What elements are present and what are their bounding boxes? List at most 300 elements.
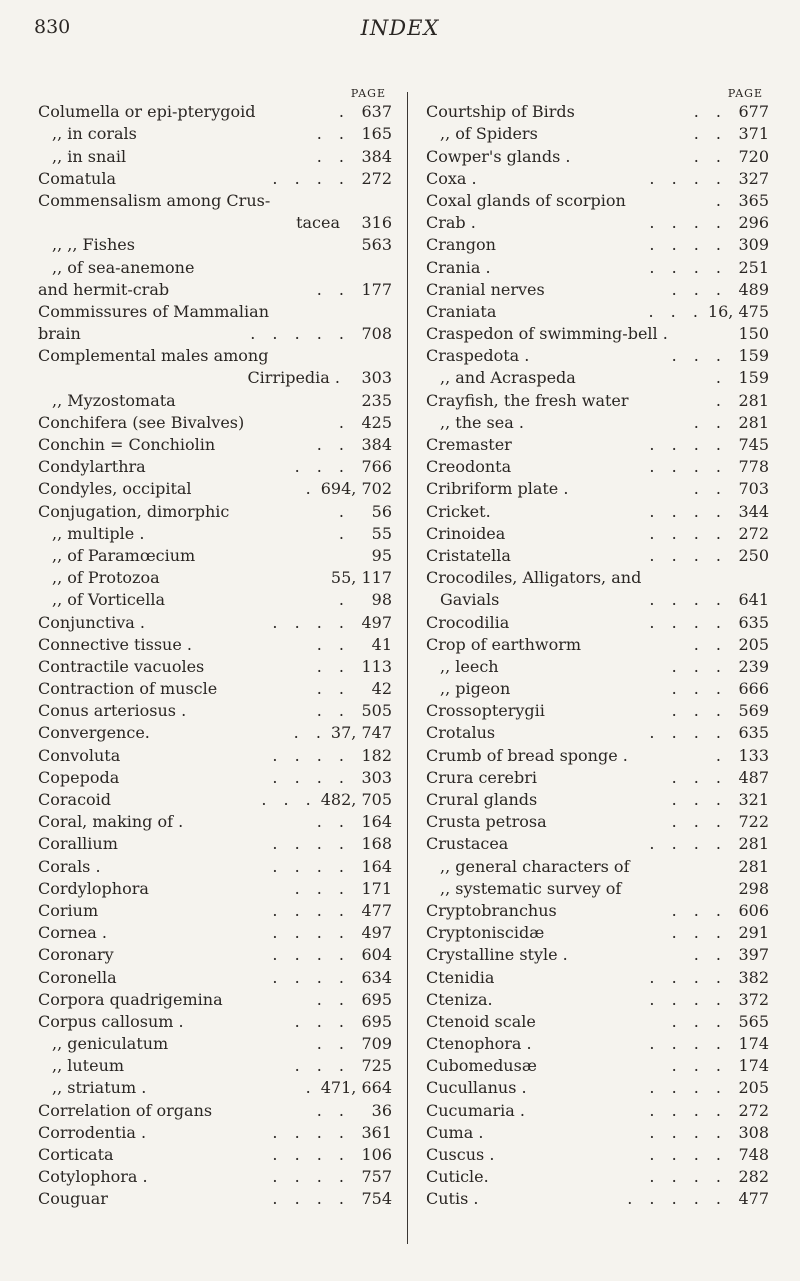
- index-term: Cornea .: [38, 923, 108, 943]
- index-entry: [38, 788, 392, 810]
- index-entry: [426, 233, 769, 255]
- index-page-ref: 720: [738, 146, 769, 166]
- index-page-ref: 298: [738, 878, 769, 898]
- index-page-ref: 471, 664: [320, 1078, 392, 1098]
- index-entry: [426, 189, 769, 211]
- index-term: and hermit-crab: [38, 279, 170, 299]
- leader-dots: . . . .: [272, 745, 350, 765]
- index-entry: [426, 1098, 769, 1120]
- leader-dots: . . .: [671, 656, 727, 676]
- index-entry: [38, 921, 392, 943]
- index-term: Creodonta: [426, 457, 512, 477]
- index-entry: [426, 788, 769, 810]
- leader-dots: . . .: [648, 301, 704, 321]
- index-term: Cteniza.: [426, 989, 493, 1009]
- index-page-ref: 250: [738, 545, 769, 565]
- index-page-ref: 296: [738, 213, 769, 233]
- leader-dots: . . .: [294, 457, 350, 477]
- index-term: Cribriform plate .: [426, 479, 569, 499]
- leader-dots: . . . .: [272, 767, 350, 787]
- leader-dots: .: [338, 523, 350, 543]
- leader-dots: . . .: [294, 878, 350, 898]
- index-entry: [38, 388, 392, 410]
- leader-dots: .: [338, 412, 350, 432]
- index-page-ref: 133: [738, 745, 769, 765]
- index-term: Craspedon of swimming-bell .: [426, 324, 668, 344]
- index-entry: [38, 854, 392, 876]
- leader-dots: . . . .: [272, 1145, 350, 1164]
- index-entry: [38, 1032, 392, 1054]
- leader-dots: . . . .: [649, 1122, 727, 1142]
- index-entry: [426, 366, 769, 388]
- index-term: Coxa .: [426, 168, 477, 188]
- index-entry: [38, 122, 392, 144]
- index-entry: [426, 477, 769, 499]
- index-entry: [426, 278, 769, 300]
- leader-dots: .: [715, 190, 727, 210]
- index-term: brain: [38, 324, 81, 344]
- index-page-ref: 565: [738, 1011, 769, 1031]
- index-page-ref: 748: [738, 1145, 769, 1164]
- leader-dots: . .: [293, 723, 327, 743]
- leader-dots: . . . .: [649, 523, 727, 543]
- leader-dots: . .: [316, 701, 350, 721]
- leader-dots: . . . .: [649, 1078, 727, 1098]
- index-page-ref: 425: [361, 412, 392, 432]
- index-term: Cucumaria .: [426, 1100, 525, 1120]
- index-term: Crangon: [426, 235, 496, 255]
- leader-dots: . .: [693, 124, 727, 144]
- index-page-ref: 37, 747: [330, 723, 392, 743]
- index-term: Coral, making of .: [38, 812, 184, 832]
- index-page-ref: 695: [361, 1011, 392, 1031]
- leader-dots: . . . .: [649, 590, 727, 610]
- index-page-ref: 384: [361, 435, 392, 454]
- index-term: Copepoda: [38, 767, 120, 787]
- index-term: Coronella: [38, 967, 117, 987]
- index-page-ref: 174: [738, 1056, 769, 1076]
- index-term: ,, of Spiders: [440, 124, 538, 144]
- index-term: Craspedota .: [426, 346, 530, 366]
- leader-dots: . . . .: [649, 1167, 727, 1187]
- index-page-ref: 164: [361, 856, 392, 876]
- leader-dots: . . . .: [649, 213, 727, 233]
- leader-dots: . .: [316, 1100, 350, 1120]
- index-page-ref: 55, 117: [330, 568, 392, 588]
- index-term: Crop of earthworm: [426, 634, 582, 654]
- index-page-ref: 272: [738, 1100, 769, 1120]
- leader-dots: . . . .: [272, 900, 350, 920]
- index-page-ref: 397: [738, 945, 769, 965]
- index-entry: [38, 1187, 392, 1209]
- leader-dots: . . .: [671, 767, 727, 787]
- leader-dots: . .: [693, 102, 727, 122]
- leader-dots: . . . .: [272, 1167, 350, 1187]
- leader-dots: . . . . .: [250, 324, 350, 344]
- index-page-ref: 165: [361, 124, 392, 144]
- index-term: Crab .: [426, 213, 476, 233]
- column-divider: [407, 92, 408, 1244]
- leader-dots: . . .: [671, 900, 727, 920]
- index-entry: [38, 633, 392, 655]
- leader-dots: . .: [693, 479, 727, 499]
- index-term: Crumb of bread sponge .: [426, 745, 628, 765]
- index-entry: [38, 433, 392, 455]
- index-term: Cordylophora: [38, 878, 149, 898]
- index-page-ref: 372: [738, 989, 769, 1009]
- index-term: Crania .: [426, 257, 491, 277]
- leader-dots: . . . .: [649, 235, 727, 255]
- leader-dots: .: [338, 501, 350, 521]
- index-entry: [38, 189, 392, 211]
- index-term: Crura cerebri: [426, 767, 538, 787]
- index-page-ref: 327: [738, 168, 769, 188]
- index-entry: [38, 610, 392, 632]
- index-term: Condyles, occipital: [38, 479, 192, 499]
- index-page-ref: 365: [738, 190, 769, 210]
- index-entry: [38, 366, 392, 388]
- index-term: Cotylophora .: [38, 1167, 148, 1187]
- index-page-ref: 778: [738, 457, 769, 477]
- leader-dots: .: [305, 1078, 317, 1098]
- index-entry: [38, 233, 392, 255]
- leader-dots: . . .: [671, 701, 727, 721]
- index-term: Convoluta: [38, 745, 121, 765]
- leader-dots: . . . .: [272, 923, 350, 943]
- index-term: Coronary: [38, 945, 114, 965]
- index-entry: [38, 1165, 392, 1187]
- index-page-ref: 150: [738, 324, 769, 344]
- index-entry: [426, 1165, 769, 1187]
- index-term: Conjugation, dimorphic: [38, 501, 230, 521]
- index-page-ref: 563: [361, 235, 392, 255]
- leader-dots: . .: [316, 679, 350, 699]
- index-page-ref: 272: [738, 523, 769, 543]
- index-term: ,, of Paramœcium: [52, 545, 196, 565]
- index-entry: [426, 433, 769, 455]
- index-term: Comatula: [38, 168, 116, 188]
- index-entry: [38, 832, 392, 854]
- index-term: Crayfish, the fresh water: [426, 390, 629, 410]
- index-page-ref: 634: [361, 967, 392, 987]
- leader-dots: . . . .: [649, 545, 727, 565]
- index-page-ref: 239: [738, 656, 769, 676]
- index-column-left: [38, 88, 392, 1209]
- index-page-ref: 168: [361, 834, 392, 854]
- index-term: Cirripedia .: [247, 368, 340, 388]
- index-entry: [38, 877, 392, 899]
- index-entry: [426, 743, 769, 765]
- index-term: Crossopterygii: [426, 701, 545, 721]
- index-term: Coxal glands of scorpion: [426, 190, 626, 210]
- index-term: Cranial nerves: [426, 279, 545, 299]
- leader-dots: .: [715, 745, 727, 765]
- index-entry: [38, 300, 392, 322]
- index-entry: [426, 1143, 769, 1165]
- index-term: ,, systematic survey of: [440, 878, 622, 898]
- index-entry: [426, 965, 769, 987]
- leader-dots: . . . .: [272, 612, 350, 632]
- index-page-ref: 55: [371, 523, 392, 543]
- index-entry: [38, 477, 392, 499]
- index-entry: [426, 610, 769, 632]
- index-entry: [426, 988, 769, 1010]
- index-page-ref: 497: [361, 612, 392, 632]
- index-term: Correlation of organs: [38, 1100, 213, 1120]
- index-page-ref: 487: [738, 767, 769, 787]
- leader-dots: . . . .: [649, 989, 727, 1009]
- leader-dots: . . . .: [649, 457, 727, 477]
- index-entry: [38, 544, 392, 566]
- running-head: INDEX: [360, 16, 440, 40]
- leader-dots: .: [305, 479, 317, 499]
- index-term: Craniata: [426, 301, 497, 321]
- index-entry: [38, 455, 392, 477]
- leader-dots: . .: [316, 146, 350, 166]
- index-term: Contractile vacuoles: [38, 656, 205, 676]
- index-entry: [38, 1143, 392, 1165]
- index-page-ref: 477: [738, 1189, 769, 1209]
- index-term: Contraction of muscle: [38, 679, 218, 699]
- index-page-ref: 16, 475: [707, 301, 769, 321]
- index-entry: [38, 699, 392, 721]
- leader-dots: . . . .: [649, 612, 727, 632]
- index-term: ,, in corals: [52, 124, 137, 144]
- index-entry: [38, 988, 392, 1010]
- index-entry: [38, 144, 392, 166]
- index-term: ,, striatum .: [52, 1078, 147, 1098]
- index-page-ref: 205: [738, 634, 769, 654]
- index-page-ref: 482, 705: [320, 790, 392, 809]
- index-entry: [38, 100, 392, 122]
- index-page-ref: 361: [361, 1122, 392, 1142]
- index-term: ,, multiple .: [52, 523, 145, 543]
- index-term: ,, the sea .: [440, 412, 524, 432]
- index-entry: [38, 655, 392, 677]
- leader-dots: . . .: [294, 1011, 350, 1031]
- leader-dots: . . . .: [649, 834, 727, 854]
- index-page-ref: 754: [361, 1189, 392, 1209]
- index-page-ref: 42: [371, 679, 392, 699]
- index-page-ref: 309: [738, 235, 769, 255]
- index-term: Connective tissue .: [38, 634, 192, 654]
- index-term: Cubomedusæ: [426, 1056, 537, 1076]
- index-page-ref: 569: [738, 701, 769, 721]
- index-entry: [426, 100, 769, 122]
- index-entry: [426, 854, 769, 876]
- index-page-ref: 725: [361, 1056, 392, 1076]
- index-term: Commensalism among Crus-: [38, 190, 271, 210]
- index-page-ref: 113: [361, 656, 392, 676]
- index-term: Crustacea: [426, 834, 509, 854]
- index-entry: [426, 677, 769, 699]
- leader-dots: .: [715, 390, 727, 410]
- index-entry: [426, 877, 769, 899]
- index-term: Conus arteriosus .: [38, 701, 187, 721]
- index-term: ,, pigeon: [440, 679, 511, 699]
- index-entry: [38, 211, 392, 233]
- leader-dots: . .: [316, 989, 350, 1009]
- index-term: ,, Myzostomata: [52, 390, 176, 410]
- index-entry: [38, 1121, 392, 1143]
- leader-dots: . .: [316, 812, 350, 832]
- index-page-ref: 282: [738, 1167, 769, 1187]
- index-entry: [426, 122, 769, 144]
- index-entry: [426, 344, 769, 366]
- index-term: ,, of Vorticella: [52, 590, 166, 610]
- index-page-ref: 666: [738, 679, 769, 699]
- index-entry: [426, 899, 769, 921]
- index-page-ref: 703: [738, 479, 769, 499]
- index-page-ref: 637: [361, 102, 392, 122]
- index-entry: [426, 721, 769, 743]
- index-term: Crystalline style .: [426, 945, 568, 965]
- index-entry: [426, 1054, 769, 1076]
- leader-dots: . .: [693, 412, 727, 432]
- index-term: ,, leech: [440, 656, 499, 676]
- index-page-ref: 182: [361, 745, 392, 765]
- index-page-ref: 384: [361, 146, 392, 166]
- index-entry: [426, 655, 769, 677]
- index-page-ref: 303: [361, 368, 392, 388]
- index-term: Cowper's glands .: [426, 146, 571, 166]
- index-page-ref: 272: [361, 168, 392, 188]
- index-page-ref: 159: [738, 346, 769, 366]
- index-page-ref: 708: [361, 324, 392, 344]
- leader-dots: . . . .: [649, 967, 727, 987]
- page-column-label: PAGE: [727, 87, 763, 100]
- index-page-ref: 757: [361, 1167, 392, 1187]
- index-page-ref: 694, 702: [320, 479, 392, 499]
- index-term: Coracoid: [38, 790, 112, 809]
- index-page-ref: 177: [361, 279, 392, 299]
- index-entry: [426, 211, 769, 233]
- index-term: Crocodilia: [426, 612, 510, 632]
- index-term: Cucullanus .: [426, 1078, 527, 1098]
- index-page-ref: 766: [361, 457, 392, 477]
- leader-dots: . .: [316, 124, 350, 144]
- index-page-ref: 281: [738, 390, 769, 410]
- index-term: Courtship of Birds: [426, 102, 575, 122]
- index-entry: [426, 699, 769, 721]
- index-page-ref: 159: [738, 368, 769, 388]
- index-term: ,, in snail: [52, 146, 127, 166]
- index-entry: [38, 588, 392, 610]
- index-page-ref: 606: [738, 900, 769, 920]
- index-entry: [426, 300, 769, 322]
- page-number: 830: [34, 16, 71, 38]
- index-term: Cristatella: [426, 545, 511, 565]
- index-term: Ctenophora .: [426, 1034, 532, 1054]
- index-term: Cricket.: [426, 501, 491, 521]
- index-entry: [38, 965, 392, 987]
- index-entry: [426, 499, 769, 521]
- index-term: Columella or epi-pterygoid: [38, 102, 256, 122]
- index-term: Cuscus .: [426, 1145, 495, 1164]
- index-entry: [38, 499, 392, 521]
- leader-dots: . . . .: [272, 834, 350, 854]
- index-term: Crinoidea: [426, 523, 506, 543]
- index-page-ref: 321: [738, 790, 769, 809]
- index-page-ref: 303: [361, 767, 392, 787]
- index-term: Cutis .: [426, 1189, 479, 1209]
- index-entry: [426, 921, 769, 943]
- index-page-ref: 98: [371, 590, 392, 610]
- index-entry: [426, 522, 769, 544]
- index-page-ref: 709: [361, 1034, 392, 1054]
- index-entry: [38, 167, 392, 189]
- index-entry: [38, 1076, 392, 1098]
- index-entry: [426, 411, 769, 433]
- index-entry: [426, 810, 769, 832]
- leader-dots: . . . .: [272, 967, 350, 987]
- index-page-ref: 308: [738, 1122, 769, 1142]
- leader-dots: . . . .: [649, 501, 727, 521]
- index-page-ref: 635: [738, 612, 769, 632]
- leader-dots: .: [715, 368, 727, 388]
- leader-dots: . . .: [671, 346, 727, 366]
- leader-dots: . . .: [671, 1011, 727, 1031]
- index-term: Corrodentia .: [38, 1122, 147, 1142]
- index-page-ref: 635: [738, 723, 769, 743]
- index-term: Corallium: [38, 834, 118, 854]
- index-term: Corium: [38, 900, 99, 920]
- index-page-ref: 56: [371, 501, 392, 521]
- leader-dots: . . . .: [272, 1122, 350, 1142]
- leader-dots: . . . .: [649, 435, 727, 454]
- index-entry: [38, 943, 392, 965]
- index-entry: [426, 943, 769, 965]
- leader-dots: . . .: [671, 923, 727, 943]
- index-page-ref: 722: [738, 812, 769, 832]
- index-entry: [38, 721, 392, 743]
- leader-dots: . .: [316, 279, 350, 299]
- index-page-ref: 251: [738, 257, 769, 277]
- index-entry: [426, 1010, 769, 1032]
- leader-dots: . . .: [261, 790, 317, 809]
- index-entry: [38, 566, 392, 588]
- leader-dots: . . . .: [272, 856, 350, 876]
- index-entry: [38, 255, 392, 277]
- index-term: ,, ,, Fishes: [52, 235, 135, 255]
- leader-dots: . .: [693, 945, 727, 965]
- index-term: Ctenidia: [426, 967, 495, 987]
- index-entry: [38, 743, 392, 765]
- index-entry: [426, 255, 769, 277]
- leader-dots: . . .: [671, 790, 727, 809]
- index-entry: [426, 588, 769, 610]
- leader-dots: . . .: [671, 279, 727, 299]
- index-page-ref: 316: [361, 213, 392, 233]
- leader-dots: . . .: [671, 1056, 727, 1076]
- index-page-ref: 164: [361, 812, 392, 832]
- index-term: Crural glands: [426, 790, 538, 809]
- index-page-ref: 205: [738, 1078, 769, 1098]
- index-term: Conchin = Conchiolin: [38, 435, 216, 454]
- index-term: Convergence.: [38, 723, 150, 743]
- index-entry: [426, 167, 769, 189]
- index-entry: [38, 1054, 392, 1076]
- index-entry: [38, 522, 392, 544]
- index-page-ref: 604: [361, 945, 392, 965]
- index-term: ,, luteum: [52, 1056, 125, 1076]
- leader-dots: . . . .: [649, 1100, 727, 1120]
- index-page-ref: 505: [361, 701, 392, 721]
- index-entry: [426, 144, 769, 166]
- index-page-ref: 41: [371, 634, 392, 654]
- index-page-ref: 489: [738, 279, 769, 299]
- index-term: Crusta petrosa: [426, 812, 547, 832]
